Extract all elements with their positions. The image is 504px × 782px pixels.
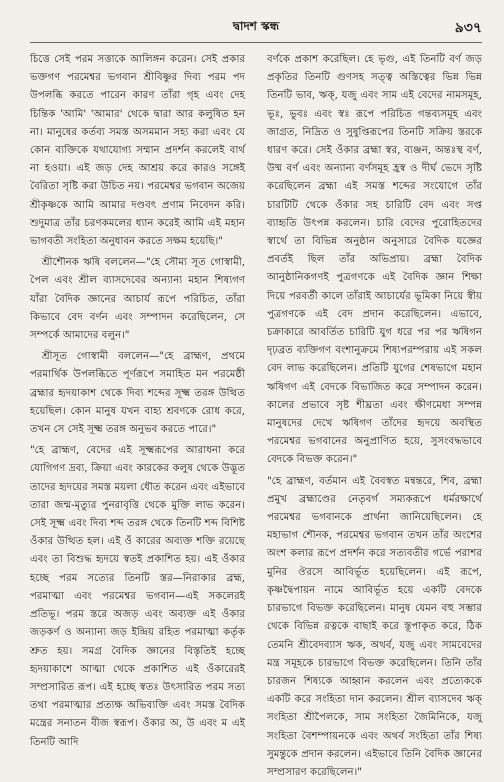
right-column [267,51,482,778]
paragraph: চিত্তে সেই পরম সত্তাকে আলিঙ্গন করেন। সেই প্রকার ভক্তগণ পরমেশ্বর ভগবান শ্রীবিষ্ণুর দিব্য পরম পদ উপলব্ধি করতে পারেন কারণ তাঁরা গৃহ এবং দেহ চিন্তিক 'আমি' 'আমার' থেকে দ্বারা আর কলুষিত হন না। মানুষের কর্তব্য সমস্ত অসমমান সহ্য করা এবং যে কোন ব্যক্তিকে যথাযোগ্য সম্মান প্রদর্শন করলেই বার্থ না হওয়া। এই জড় দেহ আশ্রয় করে কারও সঙ্গেই বৈরিতা সৃষ্টি করা উচিত নয়। পরমেশ্বর ভগবান অজেয় শ্রীকৃষ্ণকে আমি আমার দণ্ডবৎ প্রণাম নিবেদন করি। শুদুমাত্র তাঁর চরণকমলের ধ্যান করেই আমি এই মহান ভাগবতী সংহিতা অনুধাবন করতে সক্ষম হয়েছি।" [30,54,245,248]
paragraph: বর্ণকে প্রকাশ করেছিল। হে ভৃগু, এই তিনটি বর্ণ জড় প্রকৃতির তিনটি গুণসহ সত্ত্ব অস্তিত্বের ভিন্ন ভিন্ন তিনটি ভাব, ঋক্‌, যজু এবং সাম এই বেদের নামসমূহ, ভূঃ, ভুবঃ এবং স্বঃ রূপে পরিচিত গন্তব্যসমূহ এবং জাগ্রত, নিদ্রিত ও সুষুপ্তিরূপের তিনটি সক্রিয় স্তরকে ধারণ করে। সেই ওঁকার ব্রহ্মা স্বর, ব্যঞ্জন, অন্তঃস্থ বর্ণ, উষ্ম বর্ণ এবং অন্যান্য বর্ণসমূহ হ্রস্ব ও দীর্ঘ ভেদে সৃষ্টি করেছিলেন ব্রহ্মা এই সমস্ত শব্দের সংযোগে তাঁর চারটিটি থেকে ওঁকার সহ চারিটি বেদ এবং সপ্ত ব্যাহৃতি উৎপন্ন করলেন। চারি বেদের পুরোহিতদের স্বার্থে তা বিভিন্ন অনুষ্ঠান অনুসারে বৈদিক যজ্ঞের প্রবর্তই ছিল তাঁর অভিপ্রায়। ব্রহ্মা বৈদিক আনুষ্ঠানিকগণই পুত্রগণকে এই বৈদিক জ্ঞান শিক্ষা দিয়ে পরবর্তী কালে তাঁরাই আচার্যের ভূমিকা নিয়ে স্বীয় পুত্রগণকে এই বেদ প্রদান করেছিলেন। এভাবে, চক্রাকারে আবর্তিত চারিটি যুগ ধরে পর পর ঋষিগন দৃঢ়ব্রত ব্যক্তিগণ বংশানুক্রমে শিষ্যপরম্পরায় এই সকল বেদ লাভ করেছিলেন। প্রতিটি যুগের শেষভাগে মহান ঋষিগণ এই বেদকে বিভাজিত করে সম্পাদন করেন। কালের প্রভাবে সৃষ্ট শীঘ্রতা এবং ক্ষীণমেধা সম্পন্ন মানুষদের দেখে ঋষিগণ তাঁদের হৃদয়ে অবস্থিত পরমেশ্বর ভগবানের অনুপ্রাণিত হয়ে, সুসংবদ্ধভাবে বেদকে বিভক্ত করেন।" [267,54,482,466]
paragraph: "হে ব্রাহ্মণ, বর্তমান এই বৈবস্বত মন্বন্তরে, শিব, ব্রহ্মা প্রমুখ ব্রহ্মাণ্ডের নেতৃবর্গ সম্যকরূপে ধর্মরক্ষার্থে পরমেশ্বর ভগবানকে প্রার্থনা জানিয়েছিলেন। হে মহাভাগ শৌনক, পরমেশ্বর ভগবান তখন তাঁর অংশের অংশ কলার রূপে প্রদর্শন করে সত্যবতীর গর্ভে পরাশর মুনির ঔরসে আবির্ভূত হয়েছিলেন। এই রূপে, কৃষ্ণদ্বৈপায়ন নামে আবির্ভূত হয়ে একটি বেদকে চারভাগে বিভক্ত করেছিলেন। মানুষ যেমন বহু সম্ভার থেকে বিভিন্ন রত্নকে বাছাই করে স্তূপাকৃত করে, ঠিক তেমনি শ্রীবেদব্যাস ঋক, অথর্ব, যজু এবং সামবেদের মন্ত্র সমূহকে চারভাগে বিভক্ত করেছিলেন। তিনি তাঁর চারজন শিষ্যকে আহ্বান করলেন এবং প্রত্যেককে একটি করে সংহিতা দান করলেন। শ্রীল ব্যাসদেব ঋক্ সংহিতা শ্রীপৈলকে, সাম সংহিতা জৈমিনিকে, যজু সংহিতা বৈশম্পায়নকে এবং অথর্ব সংহিতা তাঁর শিষ্য সুমন্তুকে প্রদান করলেন। এইভাবে তিনি বৈদিক জ্ঞানের সম্প্রসারণ করেছিলেন।" [267,475,482,778]
text-columns [30,51,482,778]
left-column [30,51,245,748]
page-number: ৯৩৭ [454,20,482,36]
paragraph: শ্রীসূত গোস্বামী বললেন—"হে ব্রাহ্মণ, প্রথমে পরমার্থিক উপলব্ধিতে পূর্ণরূপে সমাহিত মন পরমেষ্ঠী ব্রহ্মার হৃদয়াকাশ থেকে দিব্য শব্দের সূক্ষ্ম তরঙ্গ উত্থিত হয়েছিল। কোন মানুষ যখন বাহ্য শ্রবণকে রোধ করে, তখন সে সেই সূক্ষ্ম তরঙ্গ অনুভব করতে পারে।" [30,351,245,436]
paragraph: "হে ব্রাহ্মণ, বেদের এই সূক্ষ্মরূপের আরাধনা করে যোগিগণ দ্রব্য, ক্রিয়া এবং কারকের কলুষ থেকে উদ্ভূত তাদের হৃদয়ের সমস্ত ময়লা ধৌত করেন এবং এইভাবে তারা জন্ম-মৃত্যুর পুনরাবৃত্তি থেকে মুক্তি লাভ করেন। সেই সূক্ষ্ম এবং দিব্য শব্দ তরঙ্গ থেকে তিনটি শব্দ বিশিষ্ট ওঁকার উত্থিত হল। এই ওঁ কারের অব্যক্ত শক্তি রয়েছে এবং তা বিশুদ্ধ হৃদয়ে স্বতই প্রকাশিত হয়। এই ওঁকার হচ্ছে পরম সত্যের তিনটি স্তর—নিরাকার ব্রহ্ম, পরমাত্মা এবং পরমেশ্বর ভগবান—এই সকলেরই প্রতিভূ। পরম স্তরে অজড় এবং অব্যক্ত এই ওঁকার জড়কর্ণ ও অন্যান্য জড় ইন্দ্রিয় রহিত পরমাত্মা কর্তৃক শ্রুত হয়। সমগ্র বৈদিক জ্ঞানের বিস্তৃতিই হচ্ছে হৃদয়াকাশে আত্মা থেকে প্রকাশিত এই ওঁকারেরই সম্প্রসারিত রূপ। এই হচ্ছে স্বতঃ উৎসারিত পরম সত্য তথা পরমাত্মার প্রত্যক্ষ অভিব্যক্তি এবং সমস্ত বৈদিক মন্ত্রের সনাতন বীজ স্বরূপ। ওঁকার অ, উ এবং ম এই তিনটি আদি [30,445,245,748]
paragraph: শ্রীশৌনক ঋষি বললেন—"হে সৌম্য সূত গোস্বামী, পৈল এবং শ্রীল ব্যাসদেবের অন্যান্য মহান শিষ্যগণ যাঁরা বৈদিক জ্ঞানের আচার্য রূপে পরিচিত, তাঁরা কিভাবে বেদ বর্ণন এবং সম্পাদন করেছিলেন, সে সম্পর্কে আমাদের বলুন।" [30,257,245,342]
running-head: দ্বাদশ স্কন্ধ [232,19,280,33]
page-header [30,14,482,43]
